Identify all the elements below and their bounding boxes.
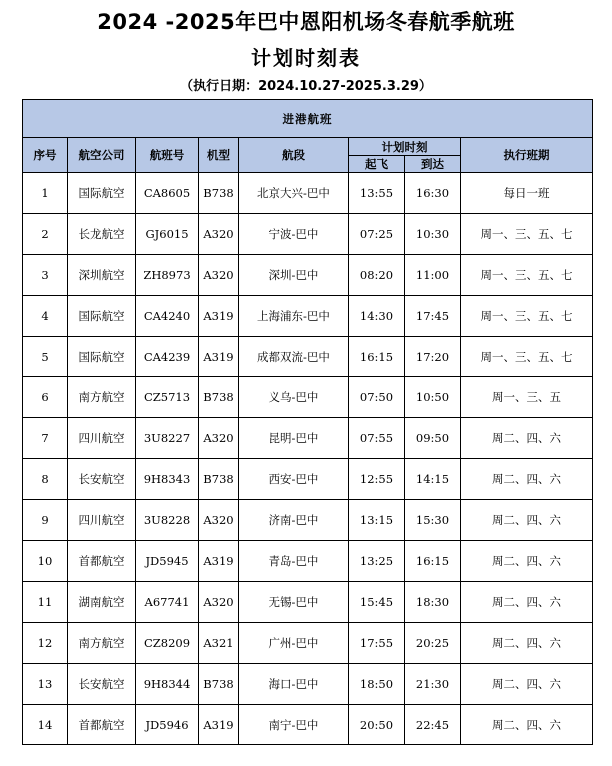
header-depart: 起飞 [349, 156, 405, 173]
header-airline: 航空公司 [68, 138, 136, 173]
cell-arrive: 20:25 [405, 622, 461, 663]
cell-seq: 8 [23, 459, 68, 500]
cell-depart: 12:55 [349, 459, 405, 500]
cell-route: 无锡-巴中 [239, 581, 349, 622]
cell-seq: 3 [23, 254, 68, 295]
cell-schedule: 周二、四、六 [461, 459, 593, 500]
cell-arrive: 10:50 [405, 377, 461, 418]
cell-depart: 08:20 [349, 254, 405, 295]
table-row [23, 254, 593, 295]
cell-flight-no: 9H8344 [136, 663, 199, 704]
cell-arrive: 16:30 [405, 173, 461, 214]
page-title: 2024 -2025年巴中恩阳机场冬春航季航班 [97, 10, 515, 34]
cell-depart: 15:45 [349, 581, 405, 622]
cell-schedule: 周一、三、五、七 [461, 213, 593, 254]
cell-airline: 深圳航空 [68, 254, 136, 295]
cell-airline: 国际航空 [68, 295, 136, 336]
cell-depart: 07:25 [349, 213, 405, 254]
cell-aircraft: B738 [199, 663, 239, 704]
header-plan-time: 计划时刻 [349, 138, 461, 156]
cell-schedule: 周二、四、六 [461, 581, 593, 622]
cell-flight-no: JD5945 [136, 541, 199, 582]
cell-arrive: 10:30 [405, 213, 461, 254]
cell-route: 昆明-巴中 [239, 418, 349, 459]
cell-aircraft: B738 [199, 173, 239, 214]
cell-depart: 13:25 [349, 541, 405, 582]
cell-arrive: 18:30 [405, 581, 461, 622]
cell-aircraft: A320 [199, 254, 239, 295]
cell-aircraft: A320 [199, 581, 239, 622]
cell-route: 济南-巴中 [239, 500, 349, 541]
cell-aircraft: A319 [199, 541, 239, 582]
cell-aircraft: A319 [199, 295, 239, 336]
cell-seq: 2 [23, 213, 68, 254]
table-row [23, 295, 593, 336]
table-row [23, 622, 593, 663]
date-range: （执行日期：2024.10.27-2025.3.29） [180, 79, 432, 94]
cell-depart: 17:55 [349, 622, 405, 663]
cell-aircraft: A319 [199, 704, 239, 745]
cell-aircraft: A320 [199, 500, 239, 541]
table-row [23, 500, 593, 541]
cell-schedule: 周二、四、六 [461, 500, 593, 541]
cell-flight-no: CA4240 [136, 295, 199, 336]
cell-schedule: 周一、三、五、七 [461, 295, 593, 336]
cell-route: 青岛-巴中 [239, 541, 349, 582]
page-subtitle: 计划时刻表 [251, 46, 361, 70]
table-row [23, 336, 593, 377]
cell-airline: 首都航空 [68, 704, 136, 745]
cell-airline: 湖南航空 [68, 581, 136, 622]
cell-schedule: 每日一班 [461, 173, 593, 214]
cell-route: 南宁-巴中 [239, 704, 349, 745]
table-row [23, 459, 593, 500]
cell-depart: 16:15 [349, 336, 405, 377]
cell-airline: 四川航空 [68, 418, 136, 459]
cell-flight-no: CA8605 [136, 173, 199, 214]
cell-flight-no: 3U8227 [136, 418, 199, 459]
cell-seq: 12 [23, 622, 68, 663]
cell-schedule: 周一、三、五、七 [461, 336, 593, 377]
cell-depart: 20:50 [349, 704, 405, 745]
cell-airline: 长安航空 [68, 459, 136, 500]
cell-aircraft: A320 [199, 418, 239, 459]
cell-depart: 07:50 [349, 377, 405, 418]
cell-schedule: 周二、四、六 [461, 418, 593, 459]
cell-seq: 14 [23, 704, 68, 745]
table-row [23, 581, 593, 622]
cell-arrive: 22:45 [405, 704, 461, 745]
cell-arrive: 15:30 [405, 500, 461, 541]
header-seq: 序号 [23, 138, 68, 173]
section-title: 进港航班 [23, 100, 593, 138]
cell-route: 北京大兴-巴中 [239, 173, 349, 214]
cell-route: 成都双流-巴中 [239, 336, 349, 377]
table-row [23, 377, 593, 418]
cell-aircraft: A320 [199, 213, 239, 254]
cell-flight-no: CZ5713 [136, 377, 199, 418]
cell-schedule: 周二、四、六 [461, 663, 593, 704]
cell-depart: 13:55 [349, 173, 405, 214]
cell-seq: 1 [23, 173, 68, 214]
cell-seq: 13 [23, 663, 68, 704]
cell-route: 宁波-巴中 [239, 213, 349, 254]
cell-aircraft: A321 [199, 622, 239, 663]
cell-airline: 首都航空 [68, 541, 136, 582]
cell-aircraft: B738 [199, 459, 239, 500]
cell-flight-no: GJ6015 [136, 213, 199, 254]
cell-arrive: 21:30 [405, 663, 461, 704]
cell-airline: 国际航空 [68, 173, 136, 214]
cell-depart: 14:30 [349, 295, 405, 336]
cell-airline: 长安航空 [68, 663, 136, 704]
cell-schedule: 周二、四、六 [461, 622, 593, 663]
cell-schedule: 周一、三、五 [461, 377, 593, 418]
cell-route: 海口-巴中 [239, 663, 349, 704]
table-row [23, 541, 593, 582]
cell-aircraft: B738 [199, 377, 239, 418]
table-row [23, 173, 593, 214]
cell-airline: 长龙航空 [68, 213, 136, 254]
cell-arrive: 16:15 [405, 541, 461, 582]
arrival-schedule-table [22, 99, 593, 745]
table-row [23, 663, 593, 704]
cell-schedule: 周二、四、六 [461, 704, 593, 745]
header-flight-no: 航班号 [136, 138, 199, 173]
cell-schedule: 周一、三、五、七 [461, 254, 593, 295]
cell-seq: 10 [23, 541, 68, 582]
cell-arrive: 17:20 [405, 336, 461, 377]
cell-flight-no: CA4239 [136, 336, 199, 377]
cell-airline: 南方航空 [68, 377, 136, 418]
cell-arrive: 11:00 [405, 254, 461, 295]
cell-airline: 四川航空 [68, 500, 136, 541]
header-route: 航段 [239, 138, 349, 173]
header-arrive: 到达 [405, 156, 461, 173]
cell-depart: 07:55 [349, 418, 405, 459]
header-schedule: 执行班期 [461, 138, 593, 173]
cell-arrive: 17:45 [405, 295, 461, 336]
cell-seq: 4 [23, 295, 68, 336]
cell-flight-no: CZ8209 [136, 622, 199, 663]
cell-route: 广州-巴中 [239, 622, 349, 663]
cell-flight-no: JD5946 [136, 704, 199, 745]
cell-route: 深圳-巴中 [239, 254, 349, 295]
cell-airline: 国际航空 [68, 336, 136, 377]
cell-flight-no: A67741 [136, 581, 199, 622]
cell-flight-no: ZH8973 [136, 254, 199, 295]
cell-route: 西安-巴中 [239, 459, 349, 500]
cell-arrive: 09:50 [405, 418, 461, 459]
cell-route: 义乌-巴中 [239, 377, 349, 418]
table-row [23, 213, 593, 254]
cell-seq: 11 [23, 581, 68, 622]
table-row [23, 704, 593, 745]
cell-seq: 6 [23, 377, 68, 418]
cell-depart: 13:15 [349, 500, 405, 541]
cell-arrive: 14:15 [405, 459, 461, 500]
cell-flight-no: 9H8343 [136, 459, 199, 500]
cell-seq: 9 [23, 500, 68, 541]
cell-route: 上海浦东-巴中 [239, 295, 349, 336]
cell-flight-no: 3U8228 [136, 500, 199, 541]
cell-depart: 18:50 [349, 663, 405, 704]
cell-airline: 南方航空 [68, 622, 136, 663]
cell-schedule: 周二、四、六 [461, 541, 593, 582]
table-row [23, 418, 593, 459]
cell-aircraft: A319 [199, 336, 239, 377]
cell-seq: 5 [23, 336, 68, 377]
cell-seq: 7 [23, 418, 68, 459]
header-aircraft: 机型 [199, 138, 239, 173]
